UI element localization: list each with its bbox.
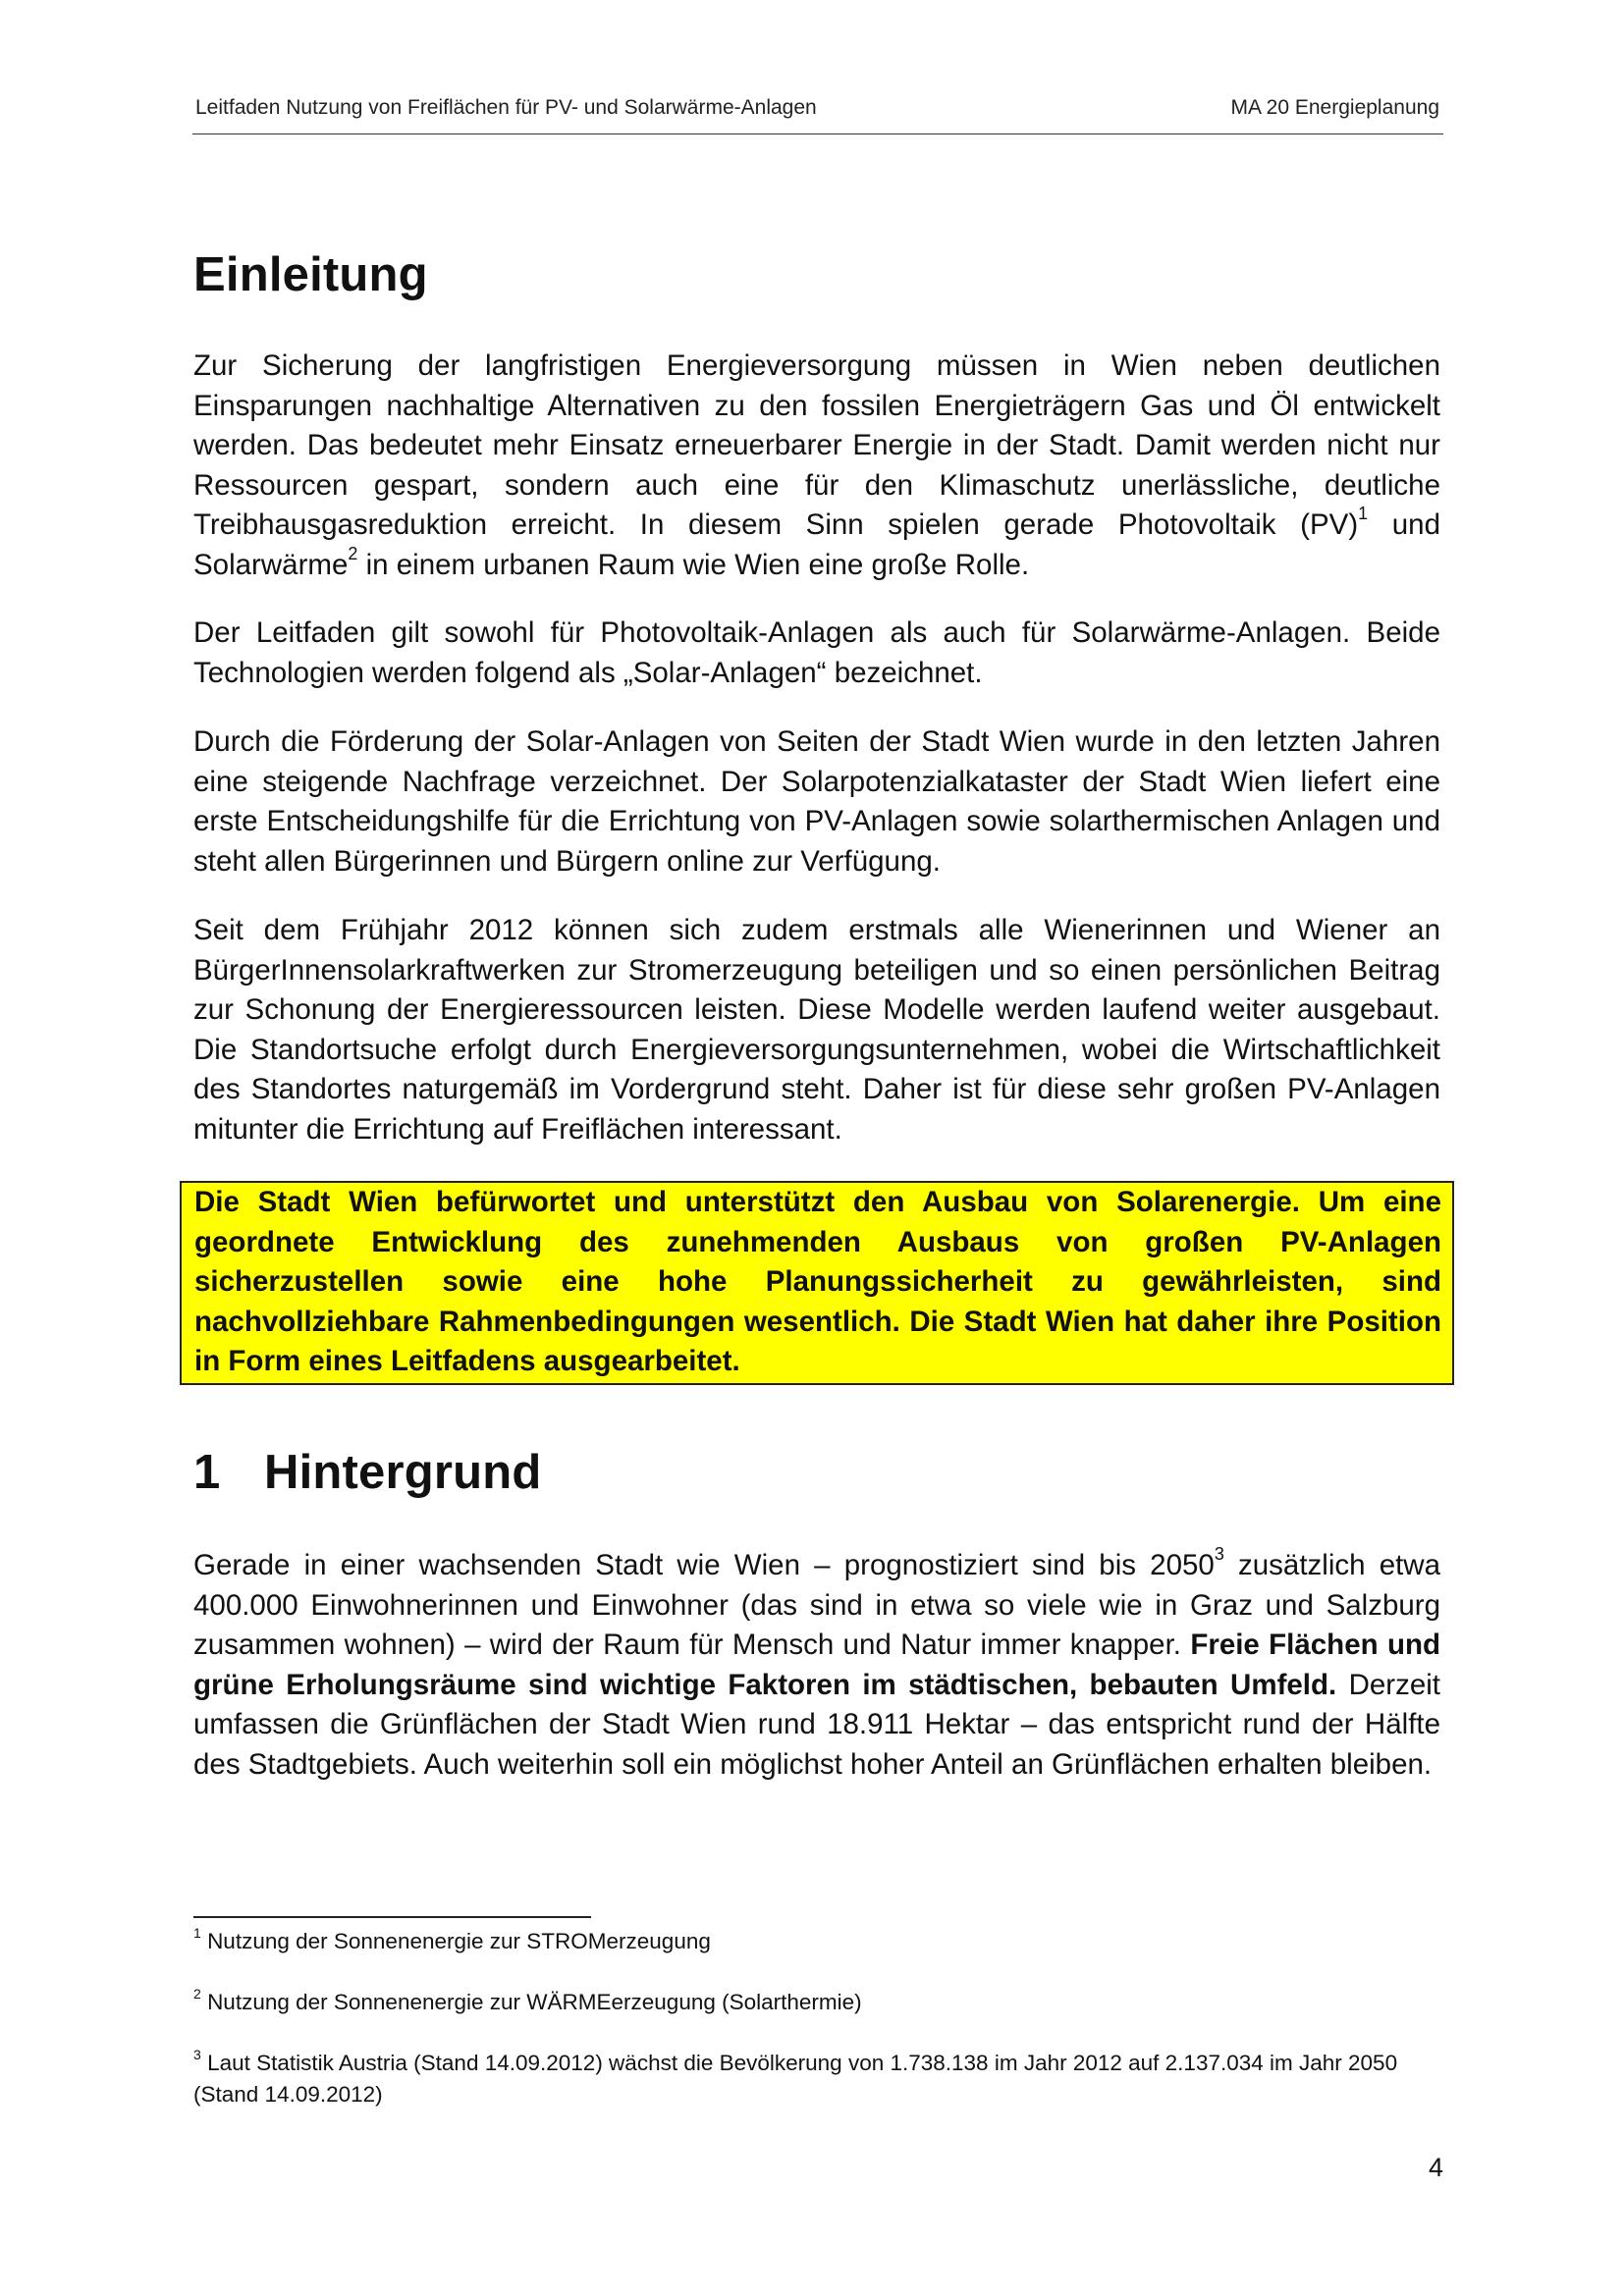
footnote-1-number: 1 [193,1924,201,1941]
footnote-2-text: Nutzung der Sonnenenergie zur WÄRMEerzeugung (Solarthermie) [207,1990,862,2014]
footnote-3-number: 3 [193,2046,201,2062]
intro-paragraph-4: Seit dem Frühjahr 2012 können sich zudem erstmals alle Wienerinnen und Wiener an BürgerInnensolarkraftwerken zur Stromerzeugung beteiligen und so einen persönlichen Beitrag zur Schonung der Energieressourcen leisten. Diese Modelle werden laufend weiter ausgebaut. Die Standortsuche erfolgt durch Energieversorgungsunternehmen, wobei die Wirtschaftlichkeit des Standortes naturgemäß im Vordergrund steht. Daher ist für diese sehr großen PV-Anlagen mitunter die Errichtung auf Freiflächen interessant. [193,914,1440,1146]
section-1-title: Hintergrund [264,1446,542,1499]
intro-heading: Einleitung [193,248,428,301]
s1-text-b: zusätzlich etwa 400.000 Einwohnerinnen und Einwohner (das sind in etwa so viele wie in Graz und Salzburg zusammen wohnen) – wird der Raum für Mensch und Natur immer knapper. [193,1549,1441,1661]
header-department: MA 20 Energieplanung [1230,96,1439,119]
footnote-3-text: Laut Statistik Austria (Stand 14.09.2012) wächst die Bevölkerung von 1.738.138 im Jahr 2012 auf 2.137.034 im Jahr 2050 (Stand 14.09.2012) [193,2051,1398,2107]
section-1-heading [193,1445,542,1500]
footnote-separator [193,1916,591,1918]
page-number: 4 [1428,2153,1443,2182]
footnote-3 [193,2048,1440,2110]
intro-paragraph-3: Durch die Förderung der Solar-Anlagen von Seiten der Stadt Wien wurde in den letzten Jahren eine steigende Nachfrage verzeichnet. Der Solarpotenzialkataster der Stadt Wien liefert eine erste Entscheidungshilfe für die Errichtung von PV-Anlagen sowie solarthermischen Anlagen und steht allen Bürgerinnen und Bürgern online zur Verfügung. [193,725,1440,878]
section-1-paragraph [193,1546,1440,1785]
intro-p1-text-b: und Solarwärme [193,508,1440,581]
s1-text-a: Gerade in einer wachsenden Stadt wie Wien – prognostiziert sind bis 2050 [193,1549,1215,1581]
s1-bold-statement: Freie Flächen und grüne Erholungsräume sind wichtige Faktoren im städtischen, bebauten Umfeld. [193,1629,1441,1701]
footnote-1-text: Nutzung der Sonnenenergie zur STROMerzeugung [207,1929,711,1953]
highlight-box [180,1181,1454,1385]
intro-paragraph-2: Der Leitfaden gilt sowohl für Photovoltaik-Anlagen als auch für Solarwärme-Anlagen. Beide Technologien werden folgend als „Solar-Anlagen“ bezeichnet. [193,616,1440,689]
s1-text-c: Derzeit umfassen die Grünflächen der Stadt Wien rund 18.911 Hektar – das entspricht rund der Hälfte des Stadtgebiets. Auch weiterhin soll ein möglichst hoher Anteil an Grünflächen erhalten bleiben. [193,1668,1441,1781]
section-1-number: 1 [193,1446,221,1499]
footnote-1 [193,1926,1440,1957]
footnote-ref-1[interactable]: 1 [1358,504,1369,524]
footnote-2-number: 2 [193,1985,201,2002]
header-document-title: Leitfaden Nutzung von Freiflächen für PV- und Solarwärme-Anlagen [195,96,817,119]
highlight-statement: Die Stadt Wien befürwortet und unterstützt den Ausbau von Solarenergie. Um eine geordnete Entwicklung des zunehmenden Ausbaus von großen PV-Anlagen sicherzustellen sowie eine hohe Planungssicherheit zu gewährleisten, sind nachvollziehbare Rahmenbedingungen wesentlich. Die Stadt Wien hat daher ihre Position in Form eines Leitfadens ausgearbeitet. [194,1186,1441,1377]
footnote-ref-3[interactable]: 3 [1214,1544,1224,1565]
page-header [192,94,1443,134]
intro-p1-text-c: in einem urbanen Raum wie Wien eine große Rolle. [357,548,1030,581]
footnote-2 [193,1987,1440,2018]
footnote-ref-2[interactable]: 2 [348,543,358,563]
intro-paragraph-1 [193,347,1440,585]
intro-p1-text-a: Zur Sicherung der langfristigen Energieversorgung müssen in Wien neben deutlichen Einsparungen nachhaltige Alternativen zu den fossilen Energieträgern Gas und Öl entwickelt werden. Das bedeutet mehr Einsatz erneuerbarer Energie in der Stadt. Damit werden nicht nur Ressourcen gespart, sondern auch eine für den Klimaschutz unerlässliche, deutliche Treibhausgasreduktion erreicht. In diesem Sinn spielen gerade Photovoltaik (PV) [193,349,1440,541]
